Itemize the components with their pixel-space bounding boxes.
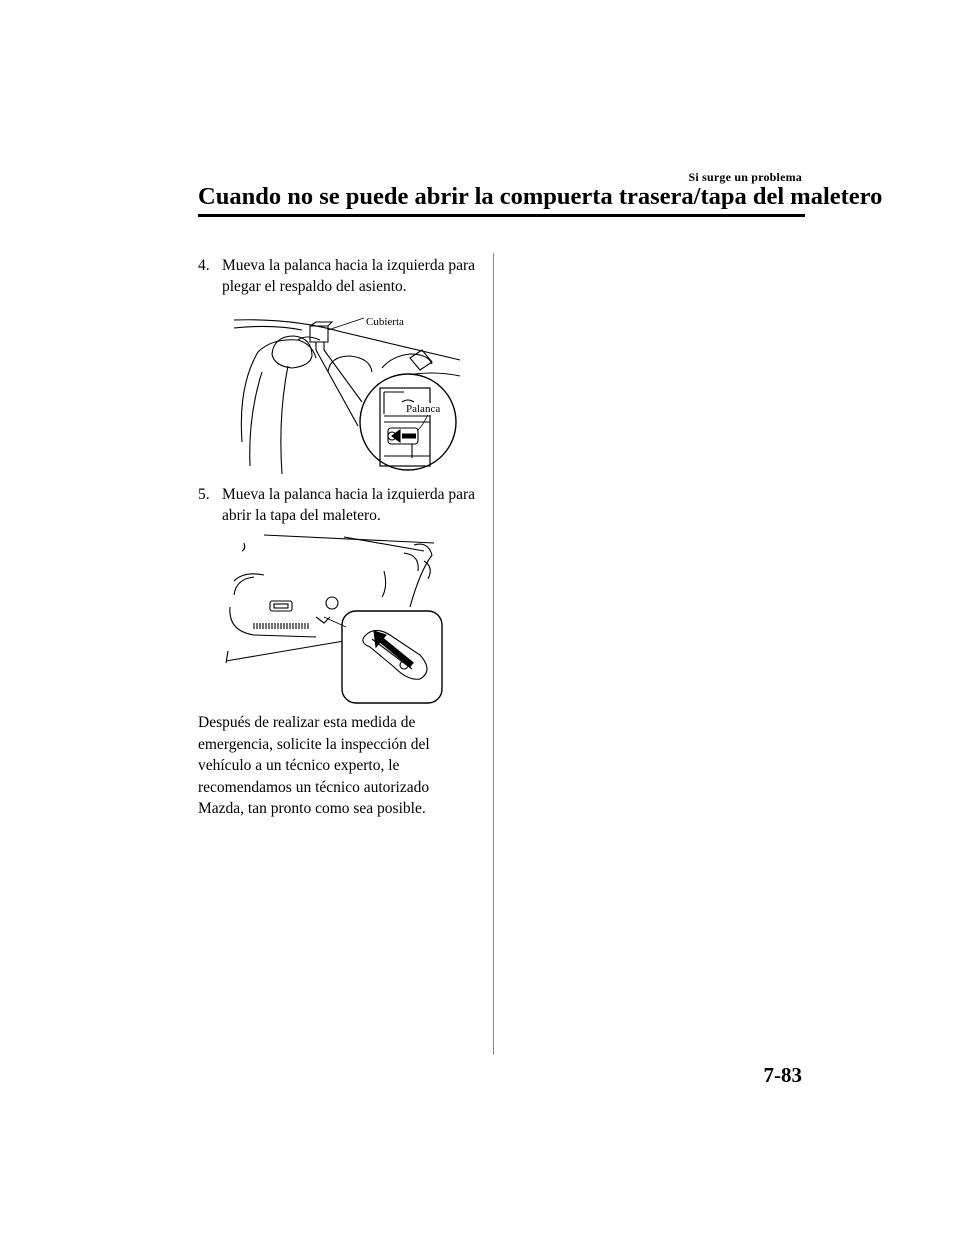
title-divider <box>198 214 805 217</box>
callout-cover: Cubierta <box>366 316 404 328</box>
step-4 <box>198 255 478 297</box>
step-5 <box>198 484 478 526</box>
step-number: 5. <box>198 486 210 503</box>
callout-lever: Palanca <box>406 403 441 415</box>
step-text: Mueva la palanca hacia la izquierda para abrir la tapa del maletero. <box>222 486 476 524</box>
page-number: 7-83 <box>763 1063 802 1087</box>
trunk-lid-lever-illustration <box>224 531 446 705</box>
column-divider <box>493 253 494 1055</box>
step-number: 4. <box>198 257 210 274</box>
seatback-lever-illustration <box>232 306 462 478</box>
section-label: Si surge un problema <box>688 170 802 184</box>
page-title: Cuando no se puede abrir la compuerta trasera/tapa del maletero <box>198 183 883 210</box>
step-text: Mueva la palanca hacia la izquierda para plegar el respaldo del asiento. <box>222 257 476 295</box>
after-procedure-note: Después de realizar esta medida de emergencia, solicite la inspección del vehículo a un técnico experto, le recomendamos un técnico autorizado Mazda, tan pronto como sea posible. <box>198 714 430 817</box>
